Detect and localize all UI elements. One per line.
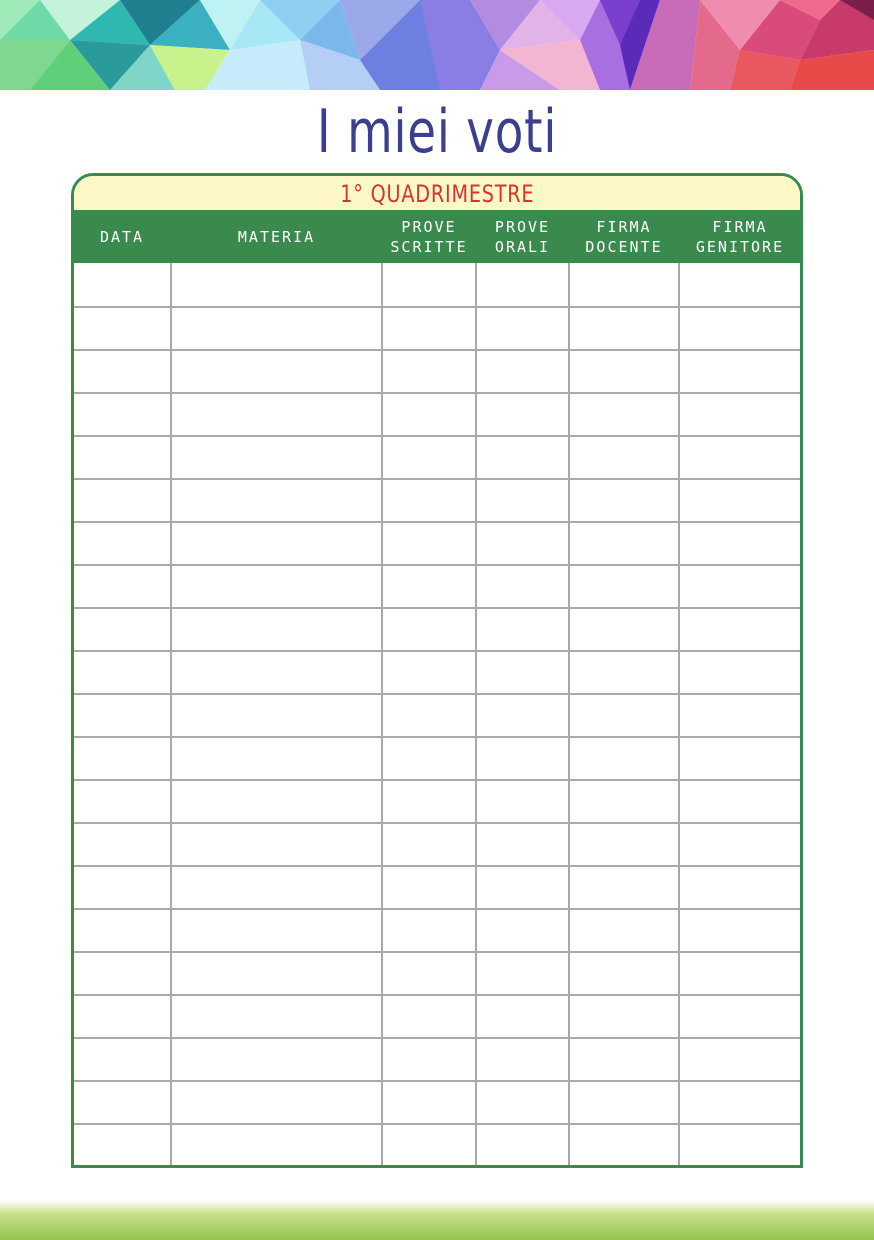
table-row — [74, 392, 800, 435]
column-header-firma-docente: FIRMA DOCENTE — [585, 217, 663, 256]
column-header-data: DATA — [99, 227, 145, 246]
period-header — [74, 176, 800, 210]
table-row — [74, 478, 800, 521]
column-header-prove-scritte: PROVE SCRITTE — [390, 217, 468, 256]
column-header-prove-orali: PROVE ORALI — [494, 217, 551, 256]
column-header-materia: MATERIA — [237, 227, 316, 246]
table-row — [74, 349, 800, 392]
column-divider — [381, 263, 383, 1168]
table-row — [74, 435, 800, 478]
table-row — [74, 607, 800, 650]
grades-table — [71, 173, 803, 1168]
table-row — [74, 908, 800, 951]
table-row — [74, 822, 800, 865]
decorative-polygon-banner — [0, 0, 874, 90]
table-row — [74, 306, 800, 349]
table-row — [74, 736, 800, 779]
table-row — [74, 693, 800, 736]
table-row — [74, 650, 800, 693]
table-row — [74, 263, 800, 306]
column-divider — [678, 263, 680, 1168]
table-row — [74, 1037, 800, 1080]
decorative-footer-band — [0, 1200, 874, 1240]
table-row — [74, 521, 800, 564]
table-row — [74, 951, 800, 994]
column-divider — [568, 263, 570, 1168]
column-divider — [475, 263, 477, 1168]
table-row — [74, 1080, 800, 1123]
page-title: I miei voti — [316, 97, 558, 167]
column-header-firma-genitore: FIRMA GENITORE — [695, 217, 785, 256]
table-row — [74, 779, 800, 822]
column-divider — [170, 263, 172, 1168]
table-header-row — [74, 210, 800, 263]
table-row — [74, 865, 800, 908]
table-row — [74, 994, 800, 1037]
table-row — [74, 1123, 800, 1166]
period-label: 1° QUADRIMESTRE — [339, 180, 535, 208]
table-row — [74, 564, 800, 607]
